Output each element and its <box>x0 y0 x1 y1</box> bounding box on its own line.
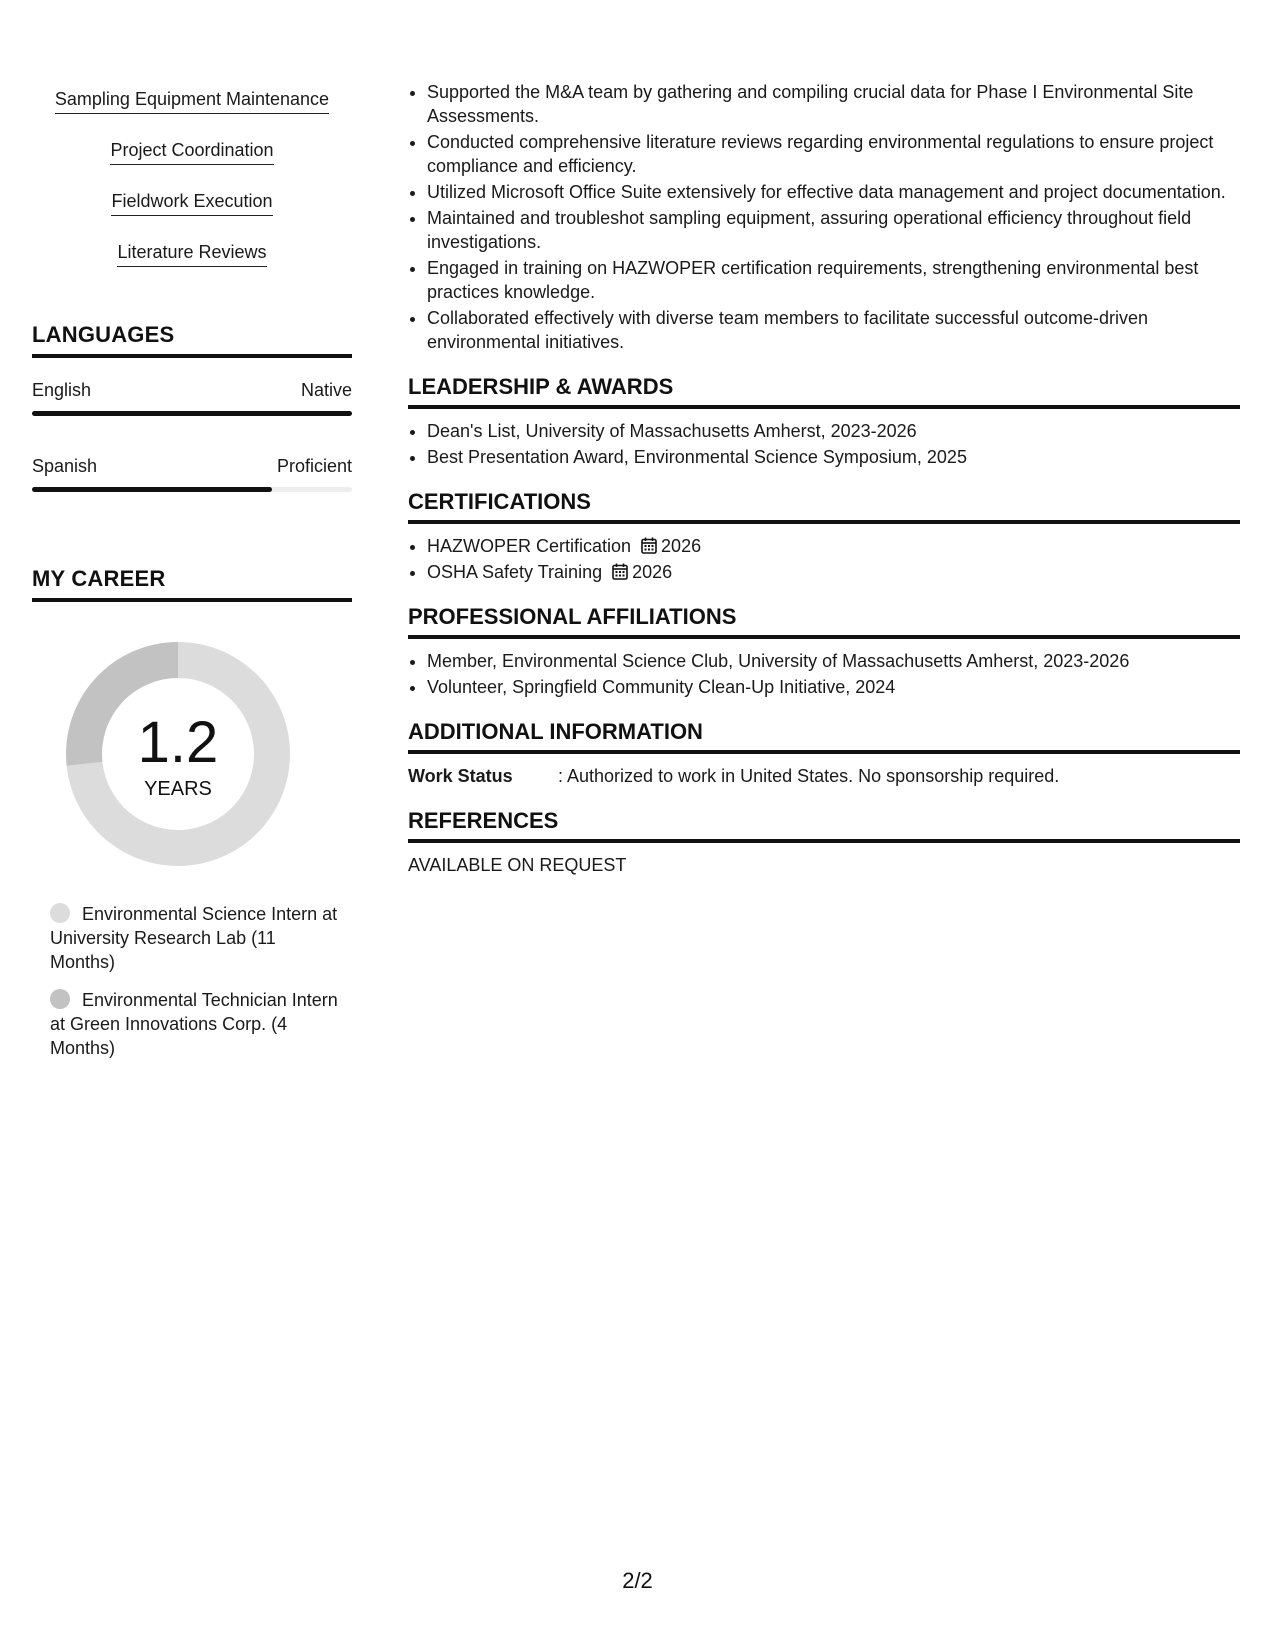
page-number: 2/2 <box>622 1568 653 1593</box>
career-legend-item <box>50 902 340 974</box>
certifications-heading: CERTIFICATIONS <box>408 489 1240 524</box>
right-column <box>408 80 1240 877</box>
experience-bullet: • Utilized Microsoft Office Suite extensively for effective data management and project documentation. <box>427 180 1240 204</box>
language-level: Proficient <box>276 456 352 476</box>
awards-heading: LEADERSHIP & AWARDS <box>408 374 1240 409</box>
legend-dot <box>50 903 70 923</box>
language-bar <box>32 411 352 416</box>
career-total-value: 1.2 <box>137 710 219 775</box>
additional-info-heading: ADDITIONAL INFORMATION <box>408 719 1240 754</box>
skill-item: Fieldwork Execution <box>111 189 272 216</box>
languages-heading: LANGUAGES <box>32 322 352 358</box>
language-bar-fill <box>32 487 272 492</box>
certification-name: HAZWOPER Certification <box>427 536 632 556</box>
legend-dot <box>50 989 70 1009</box>
experience-bullets <box>408 80 1240 354</box>
award-item: • Dean's List, University of Massachusetts Amherst, 2023-2026 <box>427 419 1240 443</box>
career-legend-item <box>50 988 340 1060</box>
skills-list <box>32 80 352 284</box>
work-status-row <box>408 764 1240 788</box>
awards-list <box>408 419 1240 469</box>
calendar-icon <box>612 563 628 580</box>
affiliation-item: • Volunteer, Springfield Community Clean-Up Initiative, 2024 <box>427 675 1240 699</box>
affiliations-heading: PROFESSIONAL AFFILIATIONS <box>408 604 1240 639</box>
skill-item: Project Coordination <box>110 138 273 165</box>
affiliations-list <box>408 649 1240 699</box>
experience-bullet: • Supported the M&A team by gathering and compiling crucial data for Phase I Environmental Site Assessments. <box>427 80 1240 128</box>
language-spanish <box>32 456 352 492</box>
skill-item: Literature Reviews <box>117 240 266 267</box>
certification-year: 2026 <box>632 562 673 582</box>
certification-item <box>427 560 1240 584</box>
career-heading: MY CAREER <box>32 566 352 602</box>
affiliation-item: • Member, Environmental Science Club, University of Massachusetts Amherst, 2023-2026 <box>427 649 1240 673</box>
award-item: • Best Presentation Award, Environmental Science Symposium, 2025 <box>427 445 1240 469</box>
left-column <box>32 80 352 1074</box>
experience-bullet: • Maintained and troubleshot sampling equipment, assuring operational efficiency throughout field investigations. <box>427 206 1240 254</box>
language-level: Native <box>300 380 352 400</box>
career-total-unit: YEARS <box>144 778 212 800</box>
career-legend <box>32 902 352 1060</box>
legend-label: Environmental Technician Intern at Green Innovations Corp. (4 Months) <box>50 990 338 1058</box>
language-english <box>32 380 352 416</box>
experience-bullet: • Collaborated effectively with diverse team members to facilitate successful outcome-driven environmental initiatives. <box>427 306 1240 354</box>
certification-year: 2026 <box>661 536 702 556</box>
language-name: Spanish <box>32 456 98 476</box>
certifications-list <box>408 534 1240 584</box>
certification-item <box>427 534 1240 558</box>
experience-bullet: • Engaged in training on HAZWOPER certification requirements, strengthening environmental best practices knowledge. <box>427 256 1240 304</box>
calendar-icon <box>641 537 657 554</box>
references-heading: REFERENCES <box>408 808 1240 843</box>
skill-item: Sampling Equipment Maintenance <box>55 87 329 114</box>
legend-label: Environmental Science Intern at University Research Lab (11 Months) <box>50 904 338 972</box>
language-name: English <box>32 380 92 400</box>
career-donut <box>32 642 352 882</box>
references-text: AVAILABLE ON REQUEST <box>408 855 627 875</box>
experience-bullet: • Conducted comprehensive literature reviews regarding environmental regulations to ensure project compliance and efficiency. <box>427 130 1240 178</box>
language-bar-fill <box>32 411 352 416</box>
certification-name: OSHA Safety Training <box>427 562 603 582</box>
work-status-label: Work Status <box>408 766 513 786</box>
language-bar <box>32 487 352 492</box>
work-status-value: : Authorized to work in United States. No sponsorship required. <box>558 766 1060 786</box>
